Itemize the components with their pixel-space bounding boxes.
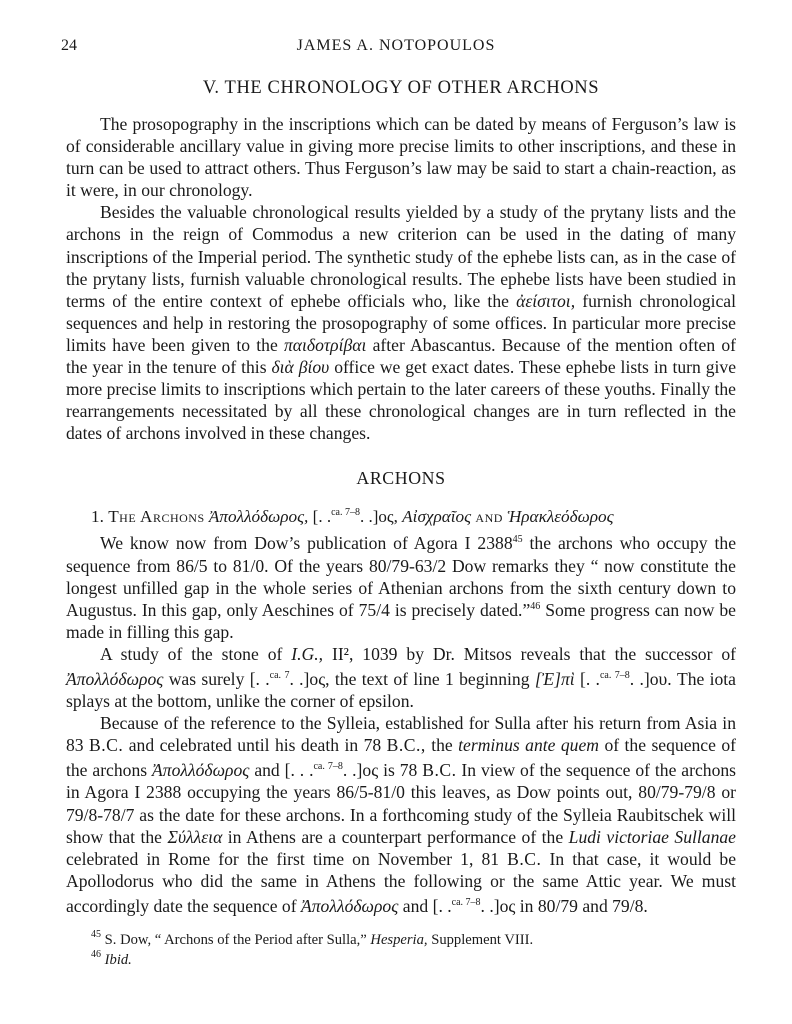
greek-term-aeisitoi: ἀείσιτοι, [516,290,576,311]
item-label: The Archons [108,507,205,527]
p5-j: In that case, it would be Apollodorus who did the same in Athens the following or the same Attic year. We must accordingly date the sequence of [66,848,737,916]
lacuna-4-count: ca. 7–8 [451,896,481,908]
main-text [66,76,736,970]
citation-ig-number: II², 1039 [331,643,398,664]
footnotes [66,931,736,970]
lacuna-1-count: ca. 7 [269,669,290,681]
p5-d: of the sequence of the archons [66,735,736,781]
p4-a: A study of the stone of [100,643,283,664]
footnote-ref-45: 45 [512,534,523,546]
paragraph-2 [66,201,736,444]
greek-apollodoros-2: Ἀπολλόδωρος [152,760,250,781]
page-number: 24 [61,37,77,54]
lacuna-count: ca. 7–8 [331,507,360,519]
paragraph-1: The prosopography in the inscriptions which can be dated by means of Ferguson’s law is of considerable ancillary value in giving more precise limits to other inscriptions, and these in turn can be used to attract others. Thus Ferguson’s law may be said to start a chain-reaction, as it were, in our chronology. [66,114,736,201]
section-title: V. THE CHRONOLOGY OF OTHER ARCHONS [202,78,600,98]
lacuna-3-close: . .]ος [342,760,379,781]
footnote-45-journal: Hesperia, [370,932,428,948]
archon-name-herakleodoros: Ἡρακλεόδωρος [507,507,614,527]
item-heading [66,502,736,528]
subsection-title: ARCHONS [356,468,446,489]
item-and: and [475,507,503,527]
archon-name-apollodoros: Ἀπολλόδωρος, [208,507,309,527]
p5-c: the [431,735,453,756]
lacuna-3-open: [. . . [284,760,314,781]
greek-term-dia-biou: διὰ βίου [271,357,330,378]
footnote-46-text: Ibid. [104,951,132,968]
paragraph-5 [66,712,736,917]
era-bc-3: B.C. [422,760,457,781]
p5-b: and celebrated until his death in 78 [128,735,382,756]
paragraph-2-text-b: furnish chronological sequences and help in restoring the prosopography of some offices. In particular more precise limits have been given to the [66,290,736,355]
lacuna-open: [. . [312,507,332,527]
footnote-46 [91,948,736,971]
p4-d: the text of line 1 beginning [334,668,530,689]
paragraph-2-text-c: after Abascantus. Because of the mention often of the year in the tenure of this [66,334,736,378]
p5-e: and [254,760,280,781]
footnote-45-number: 45 [91,929,101,940]
paragraph-3-text-c: Some progress can now be made in filling this gap. [66,599,736,642]
lacuna-2-close: . .]ου. [629,668,672,689]
p5-i: celebrated in Rome for the first time on November 1, 81 [66,848,500,869]
p5-f: is 78 [383,760,418,781]
ludi-victoriae: Ludi victoriae Sullanae [568,826,736,847]
paragraph-3-text-b: the archons who occupy the sequence from 86/5 to 81/0. Of the years 80/79-63/2 Dow remarks they “ now constitute the longest unfilled gap in the whole series of Athenian archons from the sixth century down to Augustus. In this gap, only Aeschines of 75/4 is precisely dated.” [66,533,737,620]
p5-h: in Athens are a counterpart performance of the [227,826,564,847]
era-bc-4: B.C. [507,848,542,869]
p4-e: The iota splays at the bottom, unlike the corner of epsilon. [66,668,736,712]
greek-apollodoros-3: Ἀπολλόδωρος [300,895,399,916]
footnote-45-rest: Supplement VIII. [431,932,534,948]
lacuna-3-count: ca. 7–8 [313,761,343,773]
p4-b: by Dr. Mitsos reveals that the successor of [406,643,737,664]
greek-apollodoros: Ἀπολλόδωρος [66,668,164,689]
lacuna-1-close: . .]ος, [289,668,330,689]
greek-epi: [Ἐ]πὶ [534,668,575,689]
lacuna-close: . .]ος, [359,507,398,527]
footnote-45-text: S. Dow, “ Archons of the Period after Sulla,” [104,932,367,948]
lacuna-4-open: [. . [432,895,452,916]
terminus-ante-quem: terminus ante quem [458,735,599,756]
p5-a: Because of the reference to the Sylleia, established for Sulla after his return from Asia in 83 [66,713,736,756]
p5-g: In view of the sequence of the archons in Agora I 2388 occupying the years 86/5-81/0 this leaves, as Dow points out, 80/79-79/8 or 79/8-78/7 as the date for these archons. In a forthcoming study of the Sylleia Raubitschek will show that the [66,760,737,847]
footnote-ref-46: 46 [530,600,541,612]
running-title: JAMES A. NOTOPOULOS [296,37,496,54]
lacuna-2-open: [. . [580,668,600,689]
item-number: 1. [91,507,104,527]
p5-k: and [402,895,429,916]
footnote-45 [91,931,736,951]
paragraph-2-text-a: Besides the valuable chronological results yielded by a study of the prytany lists and the archons in the reign of Commodus a new criterion can be used in the dating of many inscriptions of the Imperial period. The synthetic study of the ephebe lists can, as in the case of the prytany lists, furnish valuable chronological results. The ephebe lists have been studied in terms of the entire context of ephebe officials who, like the [66,202,736,311]
paragraph-3-text-a: We know now from Dow’s publication of Agora I 2388 [100,533,513,554]
footnote-46-number: 46 [91,948,101,960]
p5-l: in 80/79 and 79/8. [519,895,648,916]
era-bc-1: B.C. [89,735,124,756]
paragraph-4 [66,643,736,712]
paragraph-2-text-d: office we get exact dates. These ephebe lists in turn give more precise limits to inscriptions which pertain to the later careers of these youths. Finally the rearrangements necessitated by all these chronological changes are in turn reflected in the dates of archons involved in these changes. [66,357,737,444]
lacuna-2-count: ca. 7–8 [599,669,630,681]
greek-sylleia: Σύλλεια [167,826,223,847]
greek-term-paidotribai: παιδοτρίβαι [283,334,367,355]
lacuna-1-open: [. . [249,668,270,689]
paragraph-3 [66,532,736,642]
citation-ig: I.G., [291,643,324,664]
p4-c: was surely [168,668,245,689]
running-header [0,37,792,59]
era-bc-2: B.C., [386,735,426,756]
lacuna-4-close: . .]ος [480,895,516,916]
archon-name-aischraios: Αἰσχραῖος [402,507,472,527]
